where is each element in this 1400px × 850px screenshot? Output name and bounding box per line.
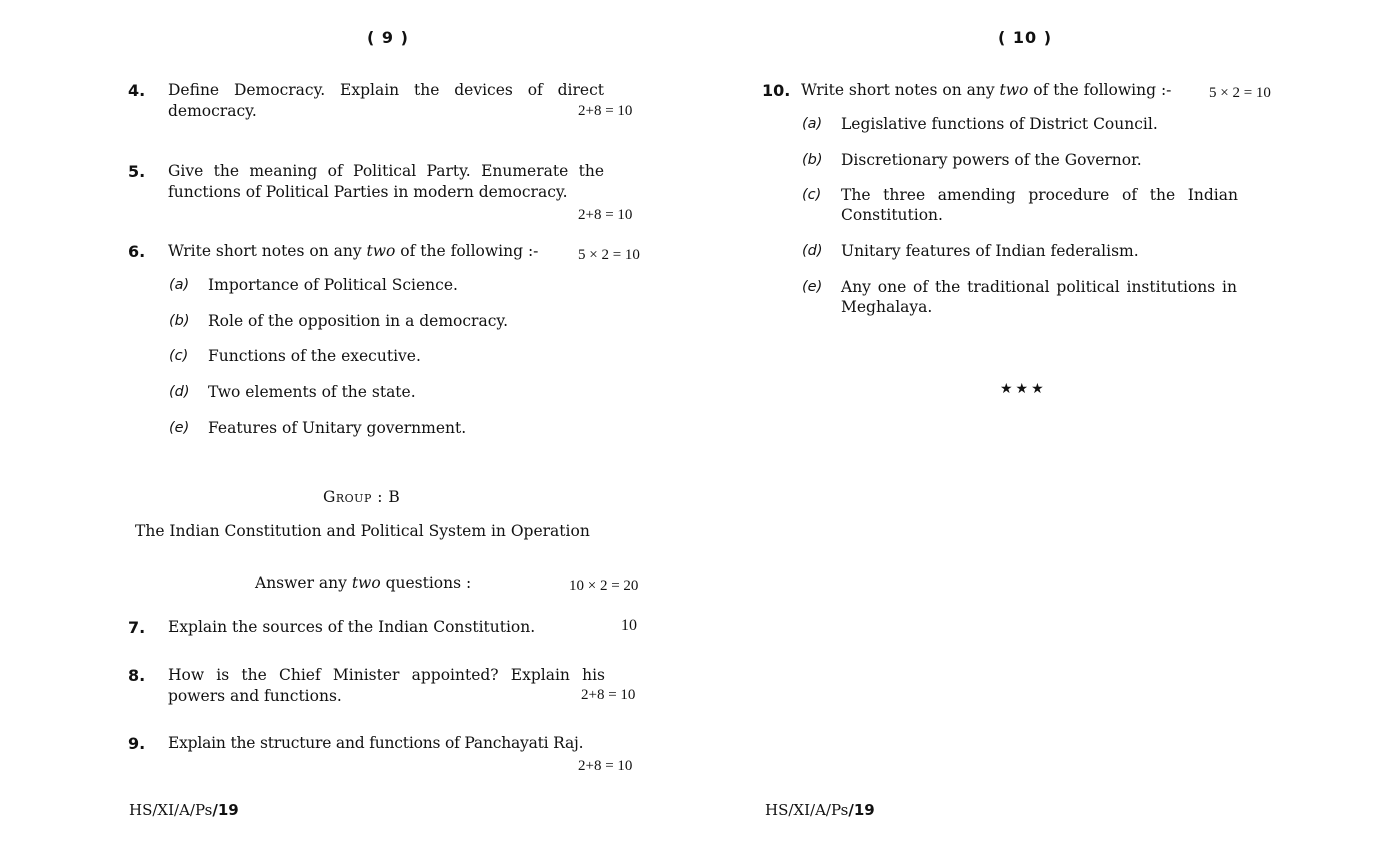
- sub-item-label: (c): [802, 187, 822, 203]
- marks: 5 × 2 = 10: [1209, 85, 1271, 101]
- page-10: [700, 0, 1400, 850]
- paper-code-footer: HS/XI/A/Ps/19: [765, 801, 875, 819]
- group-heading: Group : B: [323, 488, 401, 506]
- sub-item-label: (d): [802, 243, 823, 259]
- marks: 2+8 = 10: [581, 687, 636, 703]
- question-number: 10.: [762, 81, 791, 100]
- sub-item-label: (b): [169, 313, 190, 329]
- sub-item-label: (a): [802, 116, 823, 132]
- question-text-line2: functions of Political Parties in modern democracy.: [168, 183, 568, 201]
- question-number: 6.: [128, 242, 146, 261]
- question-number: 4.: [128, 81, 146, 100]
- question-number: 8.: [128, 666, 146, 685]
- sub-item-text-line1: Any one of the traditional political institutions in: [841, 278, 1237, 296]
- page-number: ( 10 ): [998, 28, 1053, 47]
- question-text-line2: democracy.: [168, 102, 257, 120]
- question-number: 5.: [128, 162, 146, 181]
- question-text: Write short notes on any two of the following :-: [168, 242, 539, 260]
- sub-item-text: Two elements of the state.: [208, 383, 416, 401]
- sub-item-text: Unitary features of Indian federalism.: [841, 242, 1139, 260]
- question-number: 7.: [128, 618, 146, 637]
- marks: 5 × 2 = 10: [578, 247, 640, 263]
- sub-item-text: Role of the opposition in a democracy.: [208, 312, 509, 330]
- marks: 2+8 = 10: [578, 207, 633, 223]
- question-text-line1: Give the meaning of Political Party. Enumerate the: [168, 162, 604, 180]
- sub-item-label: (b): [802, 152, 823, 168]
- sub-item-label: (e): [169, 420, 190, 436]
- question-text: Explain the sources of the Indian Constitution.: [168, 618, 536, 636]
- marks: 2+8 = 10: [578, 103, 633, 119]
- sub-item-text-line2: Meghalaya.: [841, 298, 933, 316]
- question-number: 9.: [128, 734, 146, 753]
- sub-item-text: Functions of the executive.: [208, 347, 421, 365]
- group-title: The Indian Constitution and Political System in Operation: [135, 522, 590, 540]
- marks: 2+8 = 10: [578, 758, 633, 774]
- question-text: Explain the structure and functions of Panchayati Raj.: [168, 734, 584, 752]
- sub-item-text: Discretionary powers of the Governor.: [841, 151, 1142, 169]
- end-marker-stars: ★★★: [1000, 381, 1047, 397]
- question-text-line1: How is the Chief Minister appointed? Explain his: [168, 666, 605, 684]
- page-number: ( 9 ): [367, 28, 409, 47]
- paper-code-footer: HS/XI/A/Ps/19: [129, 801, 239, 819]
- group-marks: 10 × 2 = 20: [569, 578, 639, 594]
- group-instruction: Answer any two questions :: [255, 574, 472, 592]
- sub-item-label: (c): [169, 348, 189, 364]
- sub-item-text: Importance of Political Science.: [208, 276, 458, 294]
- question-text: Write short notes on any two of the following :-: [801, 81, 1172, 99]
- question-text-line2: powers and functions.: [168, 687, 342, 705]
- sub-item-label: (d): [169, 384, 190, 400]
- sub-item-text-line1: The three amending procedure of the Indian: [841, 186, 1238, 204]
- sub-item-text-line2: Constitution.: [841, 206, 943, 224]
- question-text-line1: Define Democracy. Explain the devices of direct: [168, 81, 604, 99]
- sub-item-text: Legislative functions of District Council.: [841, 115, 1158, 133]
- sub-item-label: (a): [169, 277, 190, 293]
- sub-item-text: Features of Unitary government.: [208, 419, 467, 437]
- sub-item-label: (e): [802, 279, 823, 295]
- marks: 10: [621, 617, 637, 634]
